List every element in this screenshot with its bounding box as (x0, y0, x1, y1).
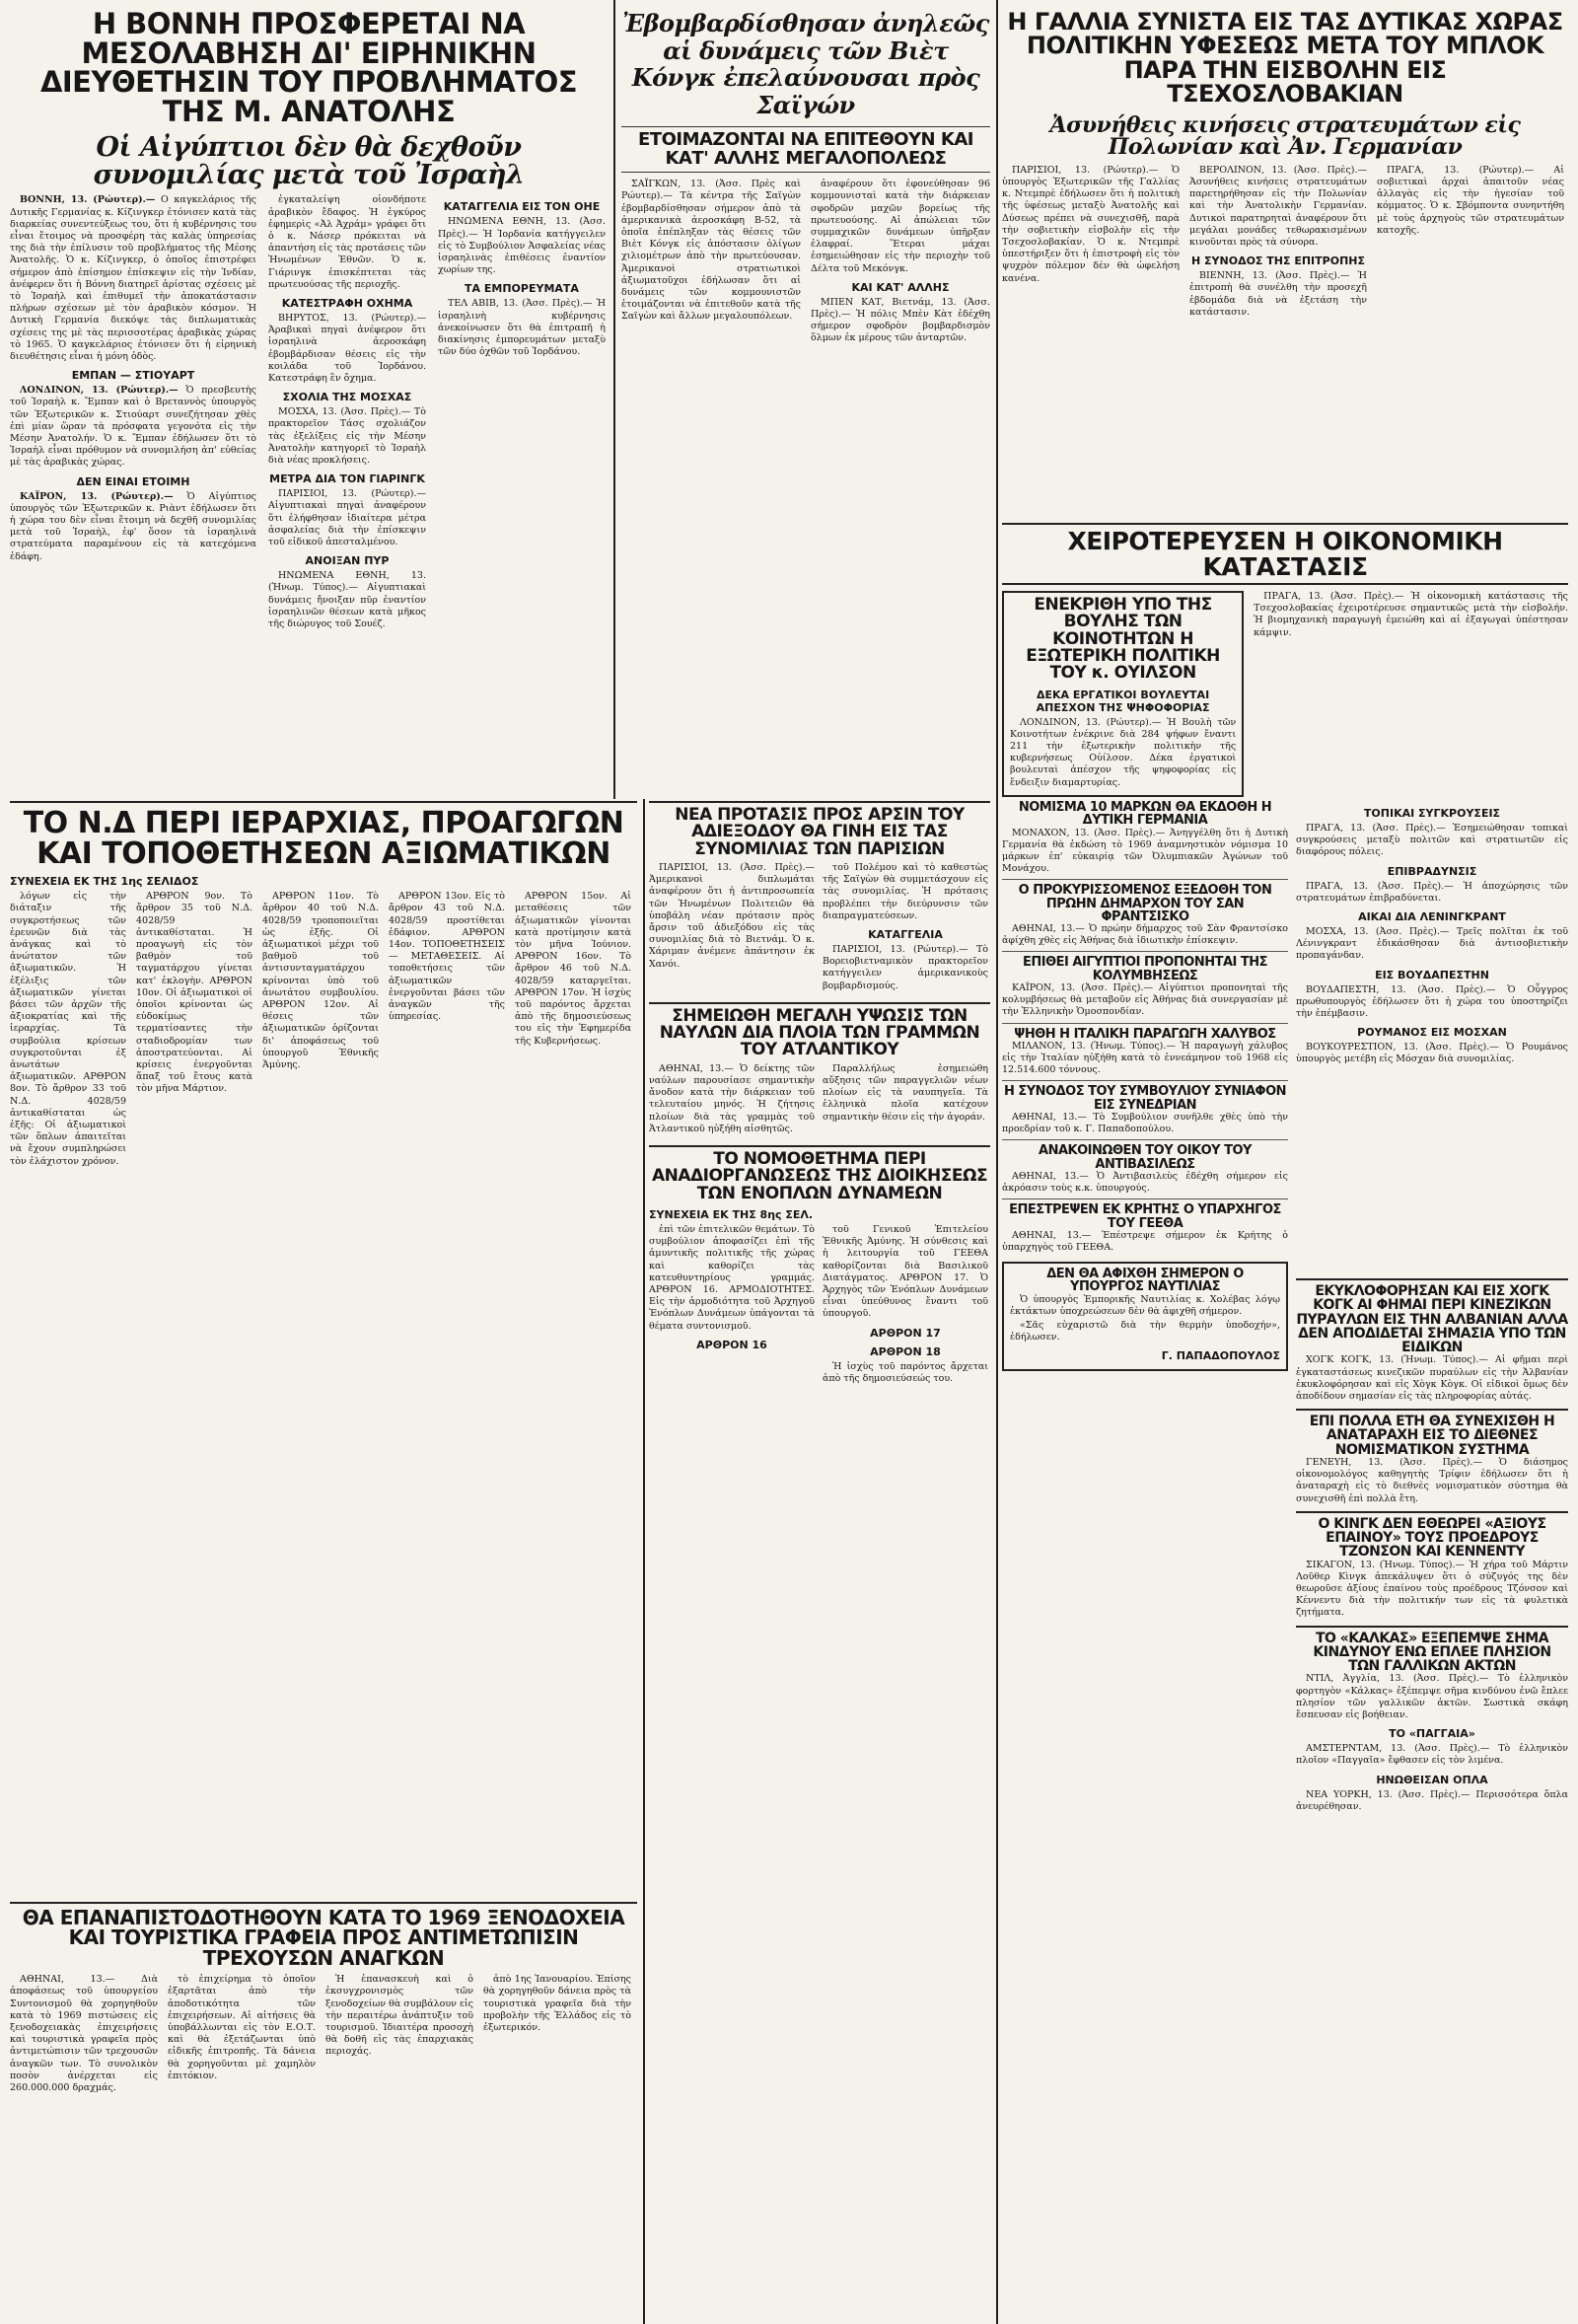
article-france: Η ΓΑΛΛΙΑ ΣΥΝΙΣΤΑ ΕΙΣ ΤΑΣ ΔΥΤΙΚΑΣ ΧΩΡΑΣ ΠΟΛΙΤΙΚΗΝ ΥΦΕΣΕΩΣ ΜΕΤΑ ΤΟΥ ΜΠΛΟΚ ΠΑΡΑ ΤΗΝ ΕΙΣΒΟΛΗΝ ΕΙΣ ΤΣΕΧΟΣΛΟΒΑΚΙΑΝ Ἀσυνήθεις κινήσεις στρατευμάτων εἰς Πολωνίαν καὶ Ἀν. Γερμανίαν ΠΑΡΙΣΙΟΙ, 13. (Ρώυτερ).— Ὁ ὑπουργὸς Ἐξωτερικῶν τῆς Γαλλίας κ. Ντεμπρὲ ἐδήλωσεν ὅτι ἡ πολιτικὴ τῆς ὑφέσεως μεταξὺ Ἀνατολῆς καὶ Δύσεως πρέπει νὰ συνεχισθῆ, παρὰ τὴν σοβιετικὴν εἰσβολὴν εἰς τὴν Τσεχοσλοβακίαν. Ὁ κ. Ντεμπρὲ ὑπεστήριξεν ὅτι ἡ ἐπιστροφὴ εἰς τὸν ψυχρὸν πόλεμον δὲν θὰ ὠφελήση κανένα. ΒΕΡΟΛΙΝΟΝ, 13. (Ἀσσ. Πρὲς).— Ἀσυνήθεις κινήσεις στρατευμάτων παρετηρήθησαν εἰς τὴν Πολωνίαν καὶ τὴν Ἀνατολικὴν Γερμανίαν. Δυτικοὶ παρατηρηταὶ ἀναφέρουν ὅτι μεγάλαι μονάδες τεθωρακισμένων κινοῦνται πρὸς τὰ σύνορα. Η ΣΥΝΟΔΟΣ ΤΗΣ ΕΠΙΤΡΟΠΗΣ ΒΙΕΝΝΗ, 13. (Ἀσσ. Πρὲς).— Ἡ ἐπιτροπὴ θὰ συνέλθη τὴν προσεχῆ ἑβδομάδα διὰ νὰ ἐξετάση τὴν κατάστασιν. ΠΡΑΓΑ, 13. (Ρώυτερ).— Αἱ σοβιετικαὶ ἀρχαὶ ἀπαιτοῦν νέας ἀλλαγὰς εἰς τὴν ἡγεσίαν τοῦ κόμματος. Ὁ κ. Σβόμποντα συνηντήθη μὲ τοὺς ἀρχηγοὺς τῶν στρατευμάτων κατοχῆς. (1002, 10, 1568, 523)
article-decree: ΤΟ Ν.Δ ΠΕΡΙ ΙΕΡΑΡΧΙΑΣ, ΠΡΟΑΓΩΓΩΝ ΚΑΙ ΤΟΠΟΘΕΤΗΣΕΩΝ ΑΞΙΩΜΑΤΙΚΩΝ ΣΥΝΕΧΕΙΑ ΕΚ ΤΗΣ 1ης ΣΕΛΙΔΟΣ λόγων εἰς τὴν διάταξιν τῆς συγκροτήσεως τῶν ἐρευνῶν διὰ τὰς ἀνάγκας καὶ τὸ ἀνώτατον τῶν ἀξιωματικῶν. Ἡ ἐξέλιξις τῶν ἀξιωματικῶν γίνεται βάσει τῶν ἀρχῶν τῆς ἀξιοκρατίας καὶ τῆς ἱεραρχίας. Τὰ συμβούλια κρίσεων συγκροτοῦνται ἐξ ἀνωτάτων ἀξιωματικῶν. ΑΡΘΡΟΝ 8ον. Τὸ ἄρθρον 33 τοῦ Ν.Δ. 4028/59 ἀντικαθίσταται ὡς ἑξῆς: Οἱ ἀξιωματικοὶ τῶν ὅπλων ἀπαιτεῖται νὰ ἔχουν συμπληρώσει τὸν ἐλάχιστον χρόνον. ΑΡΘΡΟΝ 9ον. Τὸ ἄρθρον 35 τοῦ Ν.Δ. 4028/59 ἀντικαθίσταται. Ἡ προαγωγὴ εἰς τὸν βαθμὸν τοῦ ταγματάρχου γίνεται κατ' ἐκλογὴν. ΑΡΘΡΟΝ 10ον. Οἱ ἀξιωματικοὶ οἱ ὁποῖοι κρίνονται ὡς εὐδοκίμως τερματίσαντες τὴν σταδιοδρομίαν των ἀποστρατεύονται. Αἱ κρίσεις ἐνεργοῦνται ἅπαξ τοῦ ἔτους κατὰ τὸν μῆνα Μάρτιον. ΑΡΘΡΟΝ 11ον. Τὸ ἄρθρον 40 τοῦ Ν.Δ. 4028/59 τροποποιεῖται ὡς ἑξῆς. Οἱ ἀξιωματικοὶ μέχρι τοῦ βαθμοῦ τοῦ ἀντισυνταγματάρχου κρίνονται ὑπὸ τοῦ ἀνωτάτου συμβουλίου. ΑΡΘΡΟΝ 12ον. Αἱ θέσεις τῶν ἀξιωματικῶν ὁρίζονται δι' ἀποφάσεως τοῦ ὑπουργοῦ Ἐθνικῆς Ἀμύνης. ΑΡΘΡΟΝ 13ον. Εἰς τὸ ἄρθρον 43 τοῦ Ν.Δ. 4028/59 προστίθεται ἑδάφιον. ΑΡΘΡΟΝ 14ον. ΤΟΠΟΘΕΤΗΣΕΙΣ — ΜΕΤΑΘΕΣΕΙΣ. Αἱ τοποθετήσεις τῶν ἀξιωματικῶν ἐνεργοῦνται βάσει τῶν ἀναγκῶν τῆς ὑπηρεσίας. ΑΡΘΡΟΝ 15ον. Αἱ μεταθέσεις τῶν ἀξιωματικῶν γίνονται κατὰ προτίμησιν κατὰ τὸν μῆνα Ἰούνιον. ΑΡΘΡΟΝ 16ον. Τὸ ἄρθρον 46 τοῦ Ν.Δ. 4028/59 καταργεῖται. ΑΡΘΡΟΝ 17ον. Ἡ ἰσχὺς τοῦ παρόντος ἄρχεται ἀπὸ τῆς δημοσιεύσεως του εἰς τὴν Ἐφημερίδα τῆς Κυβερνήσεως. (10, 801, 637, 1896)
article-text: ΒΟΝΝΗ, 13. (Ρώυτερ).— Ο καγκελάριος τῆς Δυτικῆς Γερμανίας κ. Κίζινγκερ ἐτόνισεν κατὰ τὰς διαρκείας συνεντεύξεως του, ὅτι ἡ κυβέρνησις του εἶναι ἕτοιμος νὰ προσφέρη τὰς καλὰς ὑπηρεσίας της διὰ τὴν ἐπίλυσιν τοῦ προβλήματος τῆς Μέσης Ἀνατολῆς. Ὁ κ. Κίζινγκερ, ὁ ὁποῖος ἐπιστρέφει σήμερον ἀπὸ ἐπίσημον ἐπίσκεψιν εἰς τὴν Ἰνδίαν, ἀνέφερεν ὅτι ἡ Βόννη διατηρεῖ ἀρίστας σχέσεις μὲ τὸ Ἰσραὴλ καὶ ἐπιθυμεῖ τὴν ἀποκατάστασιν πλήρων σχέσεων μὲ τὸν ἀραβικὸν κόσμον. Ἡ Δυτικὴ Γερμανία διεκόψε τὰς διπλωματικὰς σχέσεις της μὲ τὰς περισσοτέρας ἀραβικὰς χώρας τὸ 1965. Ὁ καγκελάριος ἐτόνισεν ὅτι ἡ εἰρηνικὴ διευθέτησις εἶναι ἡ μόνη ὁδὸς. (10, 194, 256, 363)
article-vietnam: Ἐβομβαρδίσθησαν ἀνηλεῶς αἱ δυνάμεις τῶν Βιὲτ Κόνγκ ἐπελαύνουσαι πρὸς Σαϊγών ΕΤΟΙΜΑΖΟΝΤΑΙ ΝΑ ΕΠΙΤΕΘΟΥΝ ΚΑΙ ΚΑΤ' ΑΛΛΗΣ ΜΕΓΑΛΟΠΟΛΕΩΣ ΣΑΪΓΚΩΝ, 13. (Ἀσσ. Πρὲς καὶ Ρώυτερ).— Τὰ κέντρα τῆς Σαϊγὼν ἐβομβαρδίσθησαν σήμερον ἀπὸ τὰ ἀμερικανικὰ ἀεροσκάφη Β-52, τὰ ὁποῖα ἐπέπληξαν τὰς θέσεις τῶν Βιὲτ Κόνγκ εἰς ἀπόστασιν ὀλίγων χιλιομέτρων ἀπὸ τὴν πρωτεύουσαν. Ἀμερικανοὶ στρατιωτικοὶ ἀξιωματοῦχοι ἐδήλωσαν ὅτι αἱ δυνάμεις τῶν κομμουνιστῶν ἑτοιμάζονται νὰ ἐπιτεθοῦν κατὰ τῆς Σαϊγὼν καὶ ἄλλων μεγαλουπόλεων. ἀναφέρουν ὅτι ἐφονεύθησαν 96 κομμουνισταὶ κατὰ τὴν διάρκειαν σφοδρῶν μαχῶν βορείως τῆς πρωτευούσης. Αἱ ἀπώλειαι τῶν συμμαχικῶν δυνάμεων ὑπῆρξαν ἐλαφραί. Ἕτεραι μάχαι ἐσημειώθησαν εἰς τὴν περιοχὴν τοῦ Δέλτα τοῦ Μεκόνγκ. ΚΑΙ ΚΑΤ' ΑΛΛΗΣ ΜΠΕΝ ΚΑΤ, Βιετνάμ, 13. (Ἀσσ. Πρὲς).— Ἡ πόλις Μπὲν Κὰτ ἐδέχθη σήμερον σφοδρὸν βομβαρδισμὸν ὅλμων ἐκ μέρους τῶν ἀνταρτῶν. (621, 10, 990, 344)
headline-tourism: ΘΑ ΕΠΑΝΑΠΙΣΤΟΔΟΤΗΘΟΥΝ ΚΑΤΑ ΤΟ 1969 ΞΕΝΟΔΟΧΕΙΑ ΚΑΙ ΤΟΥΡΙΣΤΙΚΑ ΓΡΑΦΕΙΑ ΠΡΟΣ ΑΝΤΙΜΕΤΩΠΙΣΙΝ ΤΡΕΧΟΥΣΩΝ ΑΝΑΓΚΩΝ (10, 1902, 637, 1968)
headline-economy: ΧΕΙΡΟΤΕΡΕΥΣΕΝ Η ΟΙΚΟΝΟΜΙΚΗ ΚΑΤΑΣΤΑΣΙΣ (1002, 523, 1568, 585)
article-paris-talks: ΝΕΑ ΠΡΟΤΑΣΙΣ ΠΡΟΣ ΑΡΣΙΝ ΤΟΥ ΑΔΙΕΞΟΔΟΥ ΘΑ ΓΙΝΗ ΕΙΣ ΤΑΣ ΣΥΝΟΜΙΛΙΑΣ ΤΩΝ ΠΑΡΙΣΙΩΝ ΠΑΡΙΣΙΟΙ, 13. (Ἀσσ. Πρὲς).— Ἀμερικανοὶ διπλωμάται ἀναφέρουν ὅτι ἡ ἀντιπροσωπεία τῶν Ἡνωμένων Πολιτειῶν θὰ ὑποβάλη νέαν πρότασιν πρὸς ἄρσιν τοῦ ἀδιεξόδου εἰς τὰς συνομιλίας διὰ τὸ Βιετνάμ. Ὁ κ. Χάριμαν ἀνέμενε ἀπάντησιν ἐκ Χανόι. τοῦ Πολέμου καὶ τὸ καθεστὼς τῆς Σαϊγὼν θὰ συμμετάσχουν εἰς τὰς συνομιλίας. Ἡ πρότασις προβλέπει τὴν διεύρυνσιν τῶν διαπραγματεύσεων. ΚΑΤΑΓΓΕΛΙΑ ΠΑΡΙΣΙΟΙ, 13. (Ρώυτερ).— Τὸ Βορειοβιετναμικὸν πρακτορεῖον κατήγγειλεν ἀμερικανικοὺς βομβαρδισμούς. ΣΗΜΕΙΩΘΗ ΜΕΓΑΛΗ ΥΨΩΣΙΣ ΤΩΝ ΝΑΥΛΩΝ ΔΙΑ ΠΛΟΙΑ ΤΩΝ ΓΡΑΜΜΩΝ ΤΟΥ ΑΤΛΑΝΤΙΚΟΥ ΑΘΗΝΑΙ, 13.— Ὁ δείκτης τῶν ναύλων παρουσίασε σημαντικὴν ἄνοδον κατὰ τὴν διάρκειαν τοῦ τελευταίου μηνός. Ἡ ζήτησις πλοίων διὰ τὰς γραμμὰς τοῦ Ἀτλαντικοῦ ηὐξήθη αἰσθητῶς. Παραλλήλως ἐσημειώθη αὔξησις τῶν παραγγελιῶν νέων πλοίων εἰς τὰ ναυπηγεῖα. Τὰ ἑλληνικὰ πλοῖα κατέχουν σημαντικὴν θέσιν εἰς τὴν ἀγοράν. ΤΟ ΝΟΜΟΘΕΤΗΜΑ ΠΕΡΙ ΑΝΑΔΙΟΡΓΑΝΩΣΕΩΣ ΤΗΣ ΔΙΟΙΚΗΣΕΩΣ ΤΩΝ ΕΝΟΠΛΩΝ ΔΥΝΑΜΕΩΝ ΣΥΝΕΧΕΙΑ ΕΚ ΤΗΣ 8ης ΣΕΛ. ἐπὶ τῶν ἐπιτελικῶν θεμάτων. Τὸ συμβούλιον ἀποφασίζει ἐπὶ τῆς ἀμυντικῆς πολιτικῆς τῆς χώρας καὶ καθορίζει τὰς κατευθυντηρίους γραμμάς. ΑΡΘΡΟΝ 16. ΑΡΜΟΔΙΟΤΗΤΕΣ. Εἰς τὴν ἁρμοδιότητα τοῦ Ἀρχηγοῦ Ἐνόπλων Δυνάμεων ὑπάγονται τὰ θέματα συντονισμοῦ. ΑΡΘΡΟΝ 16 τοῦ Γενικοῦ Ἐπιτελείου Ἐθνικῆς Ἀμύνης. Ἡ σύνθεσις καὶ ἡ λειτουργία τοῦ ΓΕΕΘΑ καθορίζονται διὰ Βασιλικοῦ Διατάγματος. ΑΡΘΡΟΝ 17. Ὁ Ἀρχηγὸς τῶν Ἐνόπλων Δυνάμεων εἶναι ὑπεύθυνος ἔναντι τοῦ ὑπουργοῦ. ΑΡΘΡΟΝ 17 ΑΡΘΡΟΝ 18 Ἡ ἰσχὺς τοῦ παρόντος ἄρχεται ἀπὸ τῆς δημοσιεύσεώς του. (649, 801, 990, 2316)
subhead-bonn: Οἱ Αἰγύπτιοι δὲν θὰ δεχθοῦν συνομιλίας μετὰ τοῦ Ἰσραὴλ (93, 132, 525, 190)
headline-decree: ΤΟ Ν.Δ ΠΕΡΙ ΙΕΡΑΡΧΙΑΣ, ΠΡΟΑΓΩΓΩΝ ΚΑΙ ΤΟΠΟΘΕΤΗΣΕΩΝ ΑΞΙΩΜΑΤΙΚΩΝ (10, 801, 637, 869)
section-title: ΣΧΟΛΙΑ ΤΗΣ ΜΟΣΧΑΣ (282, 391, 412, 404)
headline-paris: ΝΕΑ ΠΡΟΤΑΣΙΣ ΠΡΟΣ ΑΡΣΙΝ ΤΟΥ ΑΔΙΕΞΟΔΟΥ ΘΑ ΓΙΝΗ ΕΙΣ ΤΑΣ ΣΥΝΟΜΙΛΙΑΣ ΤΩΝ ΠΑΡΙΣΙΩΝ (649, 801, 990, 858)
article-hongkong: ΕΚΥΚΛΟΦΟΡΗΣΑΝ ΚΑΙ ΕΙΣ ΧΟΓΚ ΚΟΓΚ ΑΙ ΦΗΜΑΙ ΠΕΡΙ ΚΙΝΕΖΙΚΩΝ ΠΥΡΑΥΛΩΝ ΕΙΣ ΤΗΝ ΑΛΒΑΝΙΑΝ ΑΛΛΑ ΔΕΝ ΑΠΟΔΙΔΕΤΑΙ ΣΗΜΑΣΙΑ ΥΠΟ ΤΩΝ ΕΙΔΙΚΩΝ ΧΟΓΚ ΚΟΓΚ, 13. (Ἡνωμ. Τύπος).— Αἱ φῆμαι περὶ ἐγκαταστάσεως κινεζικῶν πυραύλων εἰς τὴν Ἀλβανίαν ἐκυκλοφόρησαν καὶ εἰς Χὸγκ Κὸγκ. Οἱ εἰδικοὶ ὅμως δὲν ἀποδίδουν σημασίαν εἰς τὰς πληροφορίας αὐτάς. ΕΠΙ ΠΟΛΛΑ ΕΤΗ ΘΑ ΣΥΝΕΧΙΣΘΗ Η ΑΝΑΤΑΡΑΧΗ ΕΙΣ ΤΟ ΔΙΕΘΝΕΣ ΝΟΜΙΣΜΑΤΙΚΟΝ ΣΥΣΤΗΜΑ ΓΕΝΕΥΗ, 13. (Ἀσσ. Πρὲς).— Ὁ διάσημος οἰκονομολόγος καθηγητὴς Τρίφιν ἐδήλωσεν ὅτι ἡ ἀναταραχὴ εἰς τὸ διεθνὲς νομισματικὸν σύστημα θὰ συνεχισθῆ ἐπὶ πολλὰ ἔτη. Ο ΚΙΝΓΚ ΔΕΝ ΕΘΕΩΡΕΙ «ΑΞΙΟΥΣ ΕΠΑΙΝΟΥ» ΤΟΥΣ ΠΡΟΕΔΡΟΥΣ ΤΖΟΝΣΟΝ ΚΑΙ ΚΕΝΝΕΝΤΥ ΣΙΚΑΓΟΝ, 13. (Ἡνωμ. Τύπος).— Ἡ χήρα τοῦ Μάρτιν Λοῦθερ Κὶνγκ ἀπεκάλυψεν ὅτι ὁ σύζυγός της δὲν θεωροῦσε ἀξίους ἐπαίνου τοὺς προέδρους Τζόνσον καὶ Κέννεντυ διὰ τὴν πολιτικήν των εἰς τὰ φυλετικὰ ζητήματα. ΤΟ «ΚΑΛΚΑΣ» ΕΞΕΠΕΜΨΕ ΣΗΜΑ ΚΙΝΔΥΝΟΥ ΕΝΩ ΕΠΛΕΕ ΠΛΗΣΙΟΝ ΤΩΝ ΓΑΛΛΙΚΩΝ ΑΚΤΩΝ ΝΤΙΛ, Ἀγγλία, 13. (Ἀσσ. Πρὲς).— Τὸ ἑλληνικὸν φορτηγὸν «Κάλκας» ἐξέπεμψε σῆμα κινδύνου ἐνῶ ἔπλεε πλησίον τῶν γαλλικῶν ἀκτῶν. Σωστικὰ σκάφη ἔσπευσαν εἰς βοήθειαν. ΤΟ «ΠΑΓΓΑΙΑ» ΑΜΣΤΕΡΝΤΑΜ, 13. (Ἀσσ. Πρὲς).— Τὸ ἑλληνικὸν πλοῖον «Παγγαῖα» ἔφθασεν εἰς τὸν λιμένα. ΗΝΩΘΕΙΣΑΝ ΟΠΛΑ ΝΕΑ ΥΟΡΚΗ, 13. (Ἀσσ. Πρὲς).— Περισσότερα ὅπλα ἀνευρέθησαν. (1296, 1278, 1568, 2314)
kicker-vietnam: ΕΤΟΙΜΑΖΟΝΤΑΙ ΝΑ ΕΠΙΤΕΘΟΥΝ ΚΑΙ ΚΑΤ' ΑΛΛΗΣ ΜΕΓΑΛΟΠΟΛΕΩΣ (621, 126, 990, 173)
boxed-article: ΕΝΕΚΡΙΘΗ ΥΠΟ ΤΗΣ ΒΟΥΛΗΣ ΤΩΝ ΚΟΙΝΟΤΗΤΩΝ Η ΕΞΩΤΕΡΙΚΗ ΠΟΛΙΤΙΚΗ ΤΟΥ κ. ΟΥΙΛΣΟΝ ΔΕΚΑ ΕΡΓΑΤΙΚΟΙ ΒΟΥΛΕΥΤΑΙ ΑΠΕΣΧΟΝ ΤΗΣ ΨΗΦΟΦΟΡΙΑΣ ΛΟΝΔΙΝΟΝ, 13. (Ρώυτερ).— Ἡ Βουλὴ τῶν Κοινοτήτων ἐνέκρινε διὰ 284 ψήφων ἔναντι 211 τὴν ἐξωτερικὴν πολιτικὴν τῆς κυβερνήσεως Οὐίλσον. Δέκα ἐργατικοὶ βουλευταὶ ἀπέσχον τῆς ψηφοφορίας εἰς ἔνδειξιν διαμαρτυρίας. (1002, 591, 1244, 797)
column-rule (643, 799, 645, 2324)
article-bonn: Η ΒΟΝΝΗ ΠΡΟΣΦΕΡΕΤΑΙ ΝΑ ΜΕΣΟΛΑΒΗΣΗ ΔΙ' ΕΙΡΗΝΙΚΗΝ ΔΙΕΥΘΕΤΗΣΙΝ ΤΟΥ ΠΡΟΒΛΗΜΑΤΟΣ ΤΗΣ Μ. ΑΝΑΤΟΛΗΣ Οἱ Αἰγύπτιοι δὲν θὰ δεχθοῦν συνομιλίας μετὰ τοῦ Ἰσραὴλ ΒΟΝΝΗ, 13. (Ρώυτερ).— Ο καγκελάριος τῆς Δυτικῆς Γερμανίας κ. Κίζινγκερ ἐτόνισεν κατὰ τὰς διαρκείας συνεντεύξεως του, ὅτι ἡ κυβέρνησις του εἶναι ἕτοιμος νὰ προσφέρη τὰς καλὰς ὑπηρεσίας της διὰ τὴν ἐπίλυσιν τοῦ προβλήματος τῆς Μέσης Ἀνατολῆς. Ὁ κ. Κίζινγκερ, ὁ ὁποῖος ἐπιστρέφει σήμερον ἀπὸ ἐπίσημον ἐπίσκεψιν εἰς τὴν Ἰνδίαν, ἀνέφερεν ὅτι ἡ Βόννη διατηρεῖ ἀρίστας σχέσεις μὲ τὸ Ἰσραὴλ καὶ ἐπιθυμεῖ τὴν ἀποκατάστασιν πλήρων σχέσεων μὲ τὸν ἀραβικὸν κόσμον. Ἡ Δυτικὴ Γερμανία διεκόψε τὰς διπλωματικὰς σχέσεις της μὲ τὰς περισσοτέρας ἀραβικὰς χώρας τὸ 1965. Ὁ καγκελάριος ἐτόνισεν ὅτι ἡ εἰρηνικὴ διευθέτησις εἶναι ἡ μόνη ὁδὸς. ΕΜΠΑΝ — ΣΤΙΟΥΑΡΤ ΛΟΝΔΙΝΟΝ, 13. (Ρώυτερ).— Ὁ πρεσβευτὴς τοῦ Ἰσραὴλ κ. Ἔμπαν καὶ ὁ Βρεταννὸς ὑπουργὸς τῶν Ἐξωτερικῶν κ. Στιούαρτ συνεζήτησαν χθὲς ἐπὶ μίαν ὥραν τὰ πρόσφατα γεγονότα εἰς τὴν Μέσην Ἀνατολήν. Ὁ κ. Ἔμπαν ἐδήλωσεν ὅτι τὸ Ἰσραὴλ εἶναι πρόθυμον νὰ συνομιλήση ἀπ' εὐθείας μὲ τὰς ἀραβικὰς χώρας. ΔΕΝ ΕΙΝΑΙ ΕΤΟΙΜΗ ΚΑΪΡΟΝ, 13. (Ρώυτερ).— Ὁ Αἰγύπτιος ὑπουργὸς τῶν Ἐξωτερικῶν κ. Ριὰντ ἐδήλωσεν ὅτι ἡ χώρα του δὲν εἶναι ἕτοιμη νὰ δεχθῆ συνομιλίας μετὰ τοῦ Ἰσραὴλ, ἐφ' ὅσον τὰ ἰσραηλινὰ στρατεύματα παραμένουν εἰς τὰ κατεχόμενα ἐδάφη. ἐγκαταλείψη οἰονδήποτε ἀραβικὸν ἔδαφος. Ἡ ἐγκύρος ἐφημερὶς «Ἀλ Ἀχράμ» γράφει ὅτι ὁ κ. Νάσερ πρόκειται νὰ ἀπαντήση εἰς τὰς προτάσεις τῶν Ἡνωμένων Ἐθνῶν. Ὁ κ. Γιάρινγκ ἐπισκέπτεται τὰς πρωτευούσας τῆς περιοχῆς. ΚΑΤΕΣΤΡΑΦΗ ΟΧΗΜΑ ΒΗΡΥΤΟΣ, 13. (Ρώυτερ).— Ἀραβικαὶ πηγαὶ ἀνέφερον ὅτι ἰσραηλινὰ ἀεροσκάφη ἐβομβάρδισαν θέσεις εἰς τὴν κοιλάδα τοῦ Ἰορδάνου. Κατεστράφη ἓν ὄχημα. ΣΧΟΛΙΑ ΤΗΣ ΜΟΣΧΑΣ ΜΟΣΧΑ, 13. (Ἀσσ. Πρὲς).— Τὸ πρακτορεῖον Τάσς σχολιάζον τὰς ἐξελίξεις εἰς τὴν Μέσην Ἀνατολὴν κατηγορεῖ τὸ Ἰσραὴλ διὰ νέας προκλήσεις. ΜΕΤΡΑ ΔΙΑ ΤΟΝ ΓΙΑΡΙΝΓΚ ΠΑΡΙΣΙΟΙ, 13. (Ρώυτερ).— Αἰγυπτιακαὶ πηγαὶ ἀναφέρουν ὅτι ἐλήφθησαν ἰδιαίτερα μέτρα ἀσφαλείας διὰ τὴν ἐπίσκεψιν τοῦ εἰδικοῦ ἀπεσταλμένου. ΑΝΟΙΞΑΝ ΠΥΡ ΗΝΩΜΕΝΑ ΕΘΝΗ, 13. (Ἡνωμ. Τύπος).— Αἰγυπτιακαὶ δυνάμεις ἤνοιξαν πῦρ ἐναντίον ἰσραηλινῶν θέσεων κατὰ μῆκος τῆς διώρυγος τοῦ Σουέζ. ΚΑΤΑΓΓΕΛΙΑ ΕΙΣ ΤΟΝ ΟΗΕ ΗΝΩΜΕΝΑ ΕΘΝΗ, 13. (Ἀσσ. Πρὲς).— Ἡ Ἰορδανία κατήγγειλεν εἰς τὸ Συμβούλιον Ἀσφαλείας νέας ἰσραηλινὰς ἐπιθέσεις ἐναντίον χωρίων της. ΤΑ ΕΜΠΟΡΕΥΜΑΤΑ ΤΕΛ ΑΒΙΒ, 13. (Ἀσσ. Πρὲς).— Ἡ ἰσραηλινὴ κυβέρνησις ἀνεκοίνωσεν ὅτι θὰ ἐπιτραπῆ ἡ διακίνησις ἐμπορευμάτων μεταξὺ τῶν δύο ὀχθῶν τοῦ Ἰορδάνου. (10, 10, 606, 630)
section-title: ΔΕΝ ΕΙΝΑΙ ΕΤΟΙΜΗ (76, 474, 190, 488)
signature: Γ. ΠΑΠΑΔΟΠΟΥΛΟΣ (1161, 1349, 1280, 1363)
headline-vietnam: Ἐβομβαρδίσθησαν ἀνηλεῶς αἱ δυνάμεις τῶν Βιὲτ Κόνγκ ἐπελαύνουσαι πρὸς Σαϊγών (622, 10, 989, 119)
section-title: ΚΑΤΑΓΓΕΛΙΑ ΕΙΣ ΤΟΝ ΟΗΕ (443, 200, 601, 214)
article-tourism: ΘΑ ΕΠΑΝΑΠΙΣΤΟΔΟΤΗΘΟΥΝ ΚΑΤΑ ΤΟ 1969 ΞΕΝΟΔΟΧΕΙΑ ΚΑΙ ΤΟΥΡΙΣΤΙΚΑ ΓΡΑΦΕΙΑ ΠΡΟΣ ΑΝΤΙΜΕΤΩΠΙΣΙΝ ΤΡΕΧΟΥΣΩΝ ΑΝΑΓΚΩΝ ΑΘΗΝΑΙ, 13.— Διὰ ἀποφάσεως τοῦ ὑπουργείου Συντονισμοῦ θὰ χορηγηθοῦν κατὰ τὸ 1969 πιστώσεις εἰς ξενοδοχειακὰς ἐπιχειρήσεις καὶ τουριστικὰ γραφεῖα πρὸς ἀντιμετώπισιν τῶν τρεχουσῶν ἀναγκῶν των. Τὸ συνολικὸν ποσὸν ἀνέρχεται εἰς 260.000.000 δραχμάς. τὸ ἐπιχείρημα τὸ ὁποῖον ἐξαρτᾶται ἀπὸ τὴν ἀποδοτικότητα τῶν ἐπιχειρήσεων. Αἱ αἰτήσεις θὰ ὑποβάλλωνται εἰς τὸν Ε.Ο.Τ. καὶ θὰ ἐξετάζωνται ὑπὸ εἰδικῆς ἐπιτροπῆς. Τὰ δάνεια θὰ χορηγοῦνται μὲ χαμηλὸν ἐπιτόκιον. Ἡ ἐπανασκευὴ καὶ ὁ ἐκσυγχρονισμὸς τῶν ξενοδοχείων θὰ συμβάλουν εἰς τὴν περαιτέρω ἀνάπτυξιν τοῦ τουρισμοῦ. Ἰδιαιτέρα προσοχὴ θὰ δοθῆ εἰς τὰς ἐπαρχιακὰς περιοχάς. ἀπὸ 1ης Ἰανουαρίου. Ἐπίσης θὰ χορηγηθοῦν δάνεια πρὸς τὰ τουριστικὰ γραφεῖα διὰ τὴν προβολὴν τῆς Ἑλλάδος εἰς τὸ ἐξωτερικόν. (10, 1902, 637, 2316)
column-rule (613, 0, 615, 799)
headline-bonn: Η ΒΟΝΝΗ ΠΡΟΣΦΕΡΕΤΑΙ ΝΑ ΜΕΣΟΛΑΒΗΣΗ ΔΙ' ΕΙΡΗΝΙΚΗΝ ΔΙΕΥΘΕΤΗΣΙΝ ΤΟΥ ΠΡΟΒΛΗΜΑΤΟΣ ΤΗΣ Μ. ΑΝΑΤΟΛΗΣ (39, 10, 578, 128)
subhead-france: Ἀσυνήθεις κινήσεις στρατευμάτων εἰς Πολωνίαν καὶ Ἀν. Γερμανίαν (1049, 111, 1521, 161)
section-title: Η ΣΥΝΟΔΟΣ ΤΗΣ ΕΠΙΤΡΟΠΗΣ (1191, 254, 1365, 268)
short-news-column-right: ΤΟΠΙΚΑΙ ΣΥΓΚΡΟΥΣΕΙΣ ΠΡΑΓΑ, 13. (Ἀσσ. Πρὲς).— Ἐσημειώθησαν τοπικαὶ συγκρούσεις μεταξὺ πολιτῶν καὶ στρατιωτῶν εἰς διαφόρους πόλεις. ΕΠΙΒΡΑΔΥΝΣΙΣ ΠΡΑΓΑ, 13. (Ἀσσ. Πρὲς).— Ἡ ἀποχώρησις τῶν στρατευμάτων ἐπιβραδύνεται. ΑΙΚΑΙ ΔΙΑ ΛΕΝΙΝΓΚΡΑΝΤ ΜΟΣΧΑ, 13. (Ἀσσ. Πρὲς).— Τρεῖς πολῖται ἐκ τοῦ Λένινγκραντ ἐδικάσθησαν διὰ ἀντισοβιετικὴν προπαγάνδαν. ΕΙΣ ΒΟΥΔΑΠΕΣΤΗΝ ΒΟΥΔΑΠΕΣΤΗ, 13. (Ἀσσ. Πρὲς).— Ὁ Οὖγγρος πρωθυπουργὸς ἐδήλωσεν ὅτι ἡ χώρα του ὑποστηρίζει τὴν ἐπέμβασιν. ΡΟΥΜΑΝΟΣ ΕΙΣ ΜΟΣΧΑΝ ΒΟΥΚΟΥΡΕΣΤΙΟΝ, 13. (Ἀσσ. Πρὲς).— Ὁ Ρουμάνος ὑπουργὸς μετέβη εἰς Μόσχαν διὰ συνομιλίας. (1296, 807, 1568, 1065)
headline-freight: ΣΗΜΕΙΩΘΗ ΜΕΓΑΛΗ ΥΨΩΣΙΣ ΤΩΝ ΝΑΥΛΩΝ ΔΙΑ ΠΛΟΙΑ ΤΩΝ ΓΡΑΜΜΩΝ ΤΟΥ ΑΤΛΑΝΤΙΚΟΥ (649, 1002, 990, 1059)
section-title: ΤΑ ΕΜΠΟΡΕΥΜΑΤΑ (465, 282, 579, 296)
boxed-article: ΔΕΝ ΘΑ ΑΦΙΧΘΗ ΣΗΜΕΡΟΝ Ο ΥΠΟΥΡΓΟΣ ΝΑΥΤΙΛΙΑΣ Ὁ ὑπουργὸς Ἐμπορικῆς Ναυτιλίας κ. Χολέβας λόγῳ ἐκτάκτων ὑποχρεώσεων δὲν θὰ ἀφιχθῆ σήμερον. «Σᾶς εὐχαριστῶ διὰ τὴν θερμὴν ὑποδοχήν», ἐδήλωσεν. Γ. ΠΑΠΑΔΟΠΟΥΛΟΣ (1002, 1262, 1288, 1371)
section-title: ΜΕΤΡΑ ΔΙΑ ΤΟΝ ΓΙΑΡΙΝΓΚ (269, 472, 425, 486)
section-title: ΕΜΠΑΝ — ΣΤΙΟΥΑΡΤ (71, 369, 195, 383)
article-economy: ΧΕΙΡΟΤΕΡΕΥΣΕΝ Η ΟΙΚΟΝΟΜΙΚΗ ΚΑΤΑΣΤΑΣΙΣ ΕΝΕΚΡΙΘΗ ΥΠΟ ΤΗΣ ΒΟΥΛΗΣ ΤΩΝ ΚΟΙΝΟΤΗΤΩΝ Η ΕΞΩΤΕΡΙΚΗ ΠΟΛΙΤΙΚΗ ΤΟΥ κ. ΟΥΙΛΣΟΝ ΔΕΚΑ ΕΡΓΑΤΙΚΟΙ ΒΟΥΛΕΥΤΑΙ ΑΠΕΣΧΟΝ ΤΗΣ ΨΗΦΟΦΟΡΙΑΣ ΛΟΝΔΙΝΟΝ, 13. (Ρώυτερ).— Ἡ Βουλὴ τῶν Κοινοτήτων ἐνέκρινε διὰ 284 ψήφων ἔναντι 211 τὴν ἐξωτερικὴν πολιτικὴν τῆς κυβερνήσεως Οὐίλσον. Δέκα ἐργατικοὶ βουλευταὶ ἀπέσχον τῆς ψηφοφορίας εἰς ἔνδειξιν διαμαρτυρίας. ΠΡΑΓΑ, 13. (Ἀσσ. Πρὲς).— Ἡ οἰκονομικὴ κατάστασις τῆς Τσεχοσλοβακίας ἐχειροτέρευσε σημαντικῶς μετὰ τὴν εἰσβολήν. Ἡ βιομηχανικὴ παραγωγὴ ἐμειώθη καὶ αἱ ἐξαγωγαὶ ὑπέστησαν κάμψιν. (1002, 523, 1568, 799)
headline-france: Η ΓΑΛΛΙΑ ΣΥΝΙΣΤΑ ΕΙΣ ΤΑΣ ΔΥΤΙΚΑΣ ΧΩΡΑΣ ΠΟΛΙΤΙΚΗΝ ΥΦΕΣΕΩΣ ΜΕΤΑ ΤΟΥ ΜΠΛΟΚ ΠΑΡΑ ΤΗΝ ΕΙΣΒΟΛΗΝ ΕΙΣ ΤΣΕΧΟΣΛΟΒΑΚΙΑΝ (1007, 10, 1563, 109)
article-text: ἐγκαταλείψη οἰονδήποτε ἀραβικὸν ἔδαφος. Ἡ ἐγκύρος ἐφημερὶς «Ἀλ Ἀχράμ» γράφει ὅτι ὁ κ. Νάσερ πρόκειται νὰ ἀπαντήση εἰς τὰς προτάσεις τῶν Ἡνωμένων Ἐθνῶν. Ὁ κ. Γιάρινγκ ἐπισκέπτεται τὰς πρωτευούσας τῆς περιοχῆς. (268, 194, 426, 290)
section-title: ΚΑΤΕΣΤΡΑΦΗ ΟΧΗΜΑ (281, 297, 413, 310)
short-news-column: ΝΟΜΙΣΜΑ 10 ΜΑΡΚΩΝ ΘΑ ΕΚΔΟΘΗ Η ΔΥΤΙΚΗ ΓΕΡΜΑΝΙΑ ΜΟΝΑΧΟΝ, 13. (Ἀσσ. Πρὲς).— Ἀνηγγέλθη ὅτι ἡ Δυτικὴ Γερμανία θὰ ἐκδώση τὸ 1969 ἀναμνηστικὸν νόμισμα 10 μάρκων ἐπ' εὐκαιρίᾳ τῶν Ὀλυμπιακῶν Ἀγώνων τοῦ Μονάχου. Ο ΠΡΟΚΥΡΙΣΣΟΜΕΝΟΣ ΕΞΕΔΟΘΗ ΤΟΝ ΠΡΩΗΝ ΔΗΜΑΡΧΟΝ ΤΟΥ ΣΑΝ ΦΡΑΝΤΣΙΣΚΟ ΑΘΗΝΑΙ, 13.— Ὁ πρώην δήμαρχος τοῦ Σὰν Φραντσίσκο ἀφίχθη χθὲς εἰς Ἀθήνας διὰ ἰδιωτικὴν ἐπίσκεψιν. ΕΠΙΘΕΙ ΑΙΓΥΠΤΙΟΙ ΠΡΟΠΟΝΗΤΑΙ ΤΗΣ ΚΟΛΥΜΒΗΣΕΩΣ ΚΑΪΡΟΝ, 13. (Ἀσσ. Πρὲς).— Αἰγύπτιοι προπονηταὶ τῆς κολυμβήσεως θὰ μεταβοῦν εἰς Ἀθήνας διὰ συνεργασίαν μὲ τὴν Ἑλληνικὴν Ὁμοσπονδίαν. ΨΗΘΗ Η ΙΤΑΛΙΚΗ ΠΑΡΑΓΩΓΗ ΧΑΛΥΒΟΣ ΜΙΛΑΝΟΝ, 13. (Ἡνωμ. Τύπος).— Ἡ παραγωγὴ χάλυβος εἰς τὴν Ἰταλίαν ηὐξήθη κατὰ τὸ ἑννεάμηνον τοῦ 1968 εἰς 12.514.600 τόννους. Η ΣΥΝΟΔΟΣ ΤΟΥ ΣΥΜΒΟΥΛΙΟΥ ΣΥΝΙΑΦΟΝ ΕΙΣ ΣΥΝΕΔΡΙΑΝ ΑΘΗΝΑΙ, 13.— Τὸ Συμβούλιον συνῆλθε χθὲς ὑπὸ τὴν προεδρίαν τοῦ κ. Γ. Παπαδοπούλου. ΑΝΑΚΟΙΝΩΘΕΝ ΤΟΥ ΟΙΚΟΥ ΤΟΥ ΑΝΤΙΒΑΣΙΛΕΩΣ ΑΘΗΝΑΙ, 13.— Ὁ Ἀντιβασιλεὺς ἐδέχθη σήμερον εἰς ἀκρόασιν τοὺς κ.κ. ὑπουργούς. ΕΠΕΣΤΡΕΨΕΝ ΕΚ ΚΡΗΤΗΣ Ο ΥΠΑΡΧΗΓΟΣ ΤΟΥ ΓΕΕΘΑ ΑΘΗΝΑΙ, 13.— Ἐπέστρεψε σήμερον ἐκ Κρήτης ὁ ὑπαρχηγὸς τοῦ ΓΕΕΘΑ. ΔΕΝ ΘΑ ΑΦΙΧΘΗ ΣΗΜΕΡΟΝ Ο ΥΠΟΥΡΓΟΣ ΝΑΥΤΙΛΙΑΣ Ὁ ὑπουργὸς Ἐμπορικῆς Ναυτιλίας κ. Χολέβας λόγῳ ἐκτάκτων ὑποχρεώσεων δὲν θὰ ἀφιχθῆ σήμερον. «Σᾶς εὐχαριστῶ διὰ τὴν θερμὴν ὑποδοχήν», ἐδήλωσεν. Γ. ΠΑΠΑΔΟΠΟΥΛΟΣ (1002, 801, 1288, 1807)
section-title: ΚΑΙ ΚΑΤ' ΑΛΛΗΣ (851, 280, 950, 294)
headline-armed-forces: ΤΟ ΝΟΜΟΘΕΤΗΜΑ ΠΕΡΙ ΑΝΑΔΙΟΡΓΑΝΩΣΕΩΣ ΤΗΣ ΔΙΟΙΚΗΣΕΩΣ ΤΩΝ ΕΝΟΠΛΩΝ ΔΥΝΑΜΕΩΝ (649, 1145, 990, 1202)
column-rule (996, 0, 998, 2324)
section-title: ΑΝΟΙΞΑΝ ΠΥΡ (305, 554, 390, 568)
